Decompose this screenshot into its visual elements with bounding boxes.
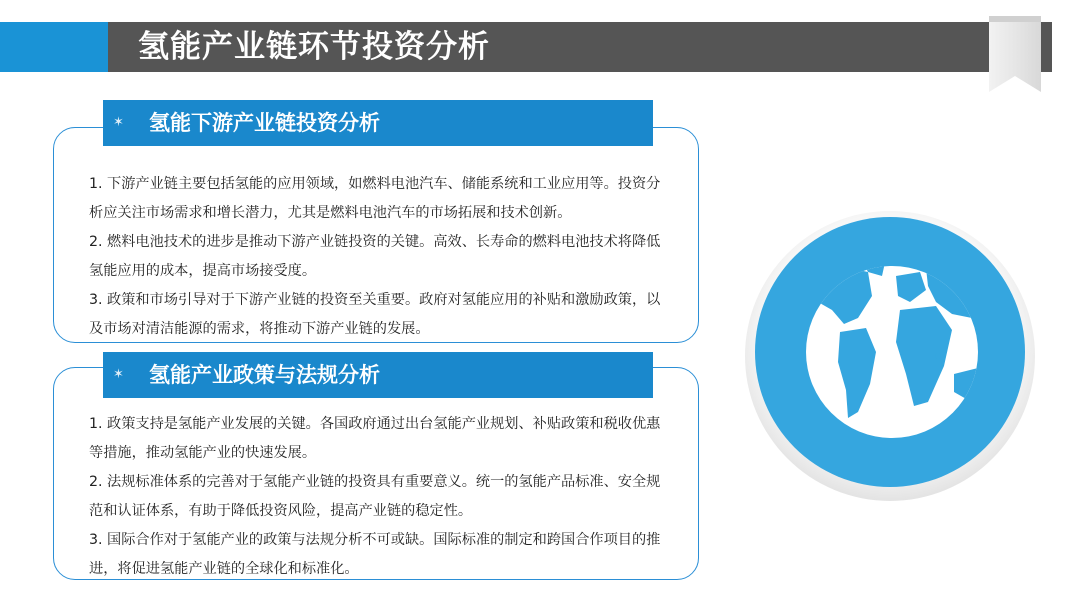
bullet-icon: ✶ [113,367,124,382]
paragraph: 1. 下游产业链主要包括氢能的应用领域，如燃料电池汽车、储能系统和工业应用等。投资分析应关注市场需求和增长潜力，尤其是燃料电池汽车的市场拓展和技术创新。 [89,176,661,221]
bullet-icon: ✶ [113,115,124,130]
section-header-policy [103,352,653,398]
section-header-downstream [103,100,653,146]
section-heading: 氢能下游产业链投资分析 [149,111,380,135]
downstream-investment-card [53,127,699,343]
paragraph: 1. 政策支持是氢能产业发展的关键。各国政府通过出台氢能产业规划、补贴政策和税收优惠等措施，推动氢能产业的快速发展。 [89,416,661,461]
paragraph: 2. 法规标准体系的完善对于氢能产业链的投资具有重要意义。统一的氢能产品标准、安全规范和认证体系，有助于降低投资风险，提高产业链的稳定性。 [89,474,661,519]
globe-icon [740,206,1040,506]
card-body [89,170,670,343]
title-accent [0,22,108,72]
policy-regulation-card [53,367,699,580]
card-body [89,410,670,580]
paragraph: 3. 政策和市场引导对于下游产业链的投资至关重要。政府对氢能应用的补贴和激励政策，以及市场对清洁能源的需求，将推动下游产业链的发展。 [89,292,661,337]
paragraph: 2. 燃料电池技术的进步是推动下游产业链投资的关键。高效、长寿命的燃料电池技术将降低氢能应用的成本，提高市场接受度。 [89,234,661,279]
bookmark-icon [985,16,1045,92]
page-title: 氢能产业链环节投资分析 [138,29,490,65]
section-heading: 氢能产业政策与法规分析 [149,363,380,387]
globe-graphic [740,206,1040,506]
paragraph: 3. 国际合作对于氢能产业的政策与法规分析不可或缺。国际标准的制定和跨国合作项目的推进，将促进氢能产业链的全球化和标准化。 [89,532,661,577]
